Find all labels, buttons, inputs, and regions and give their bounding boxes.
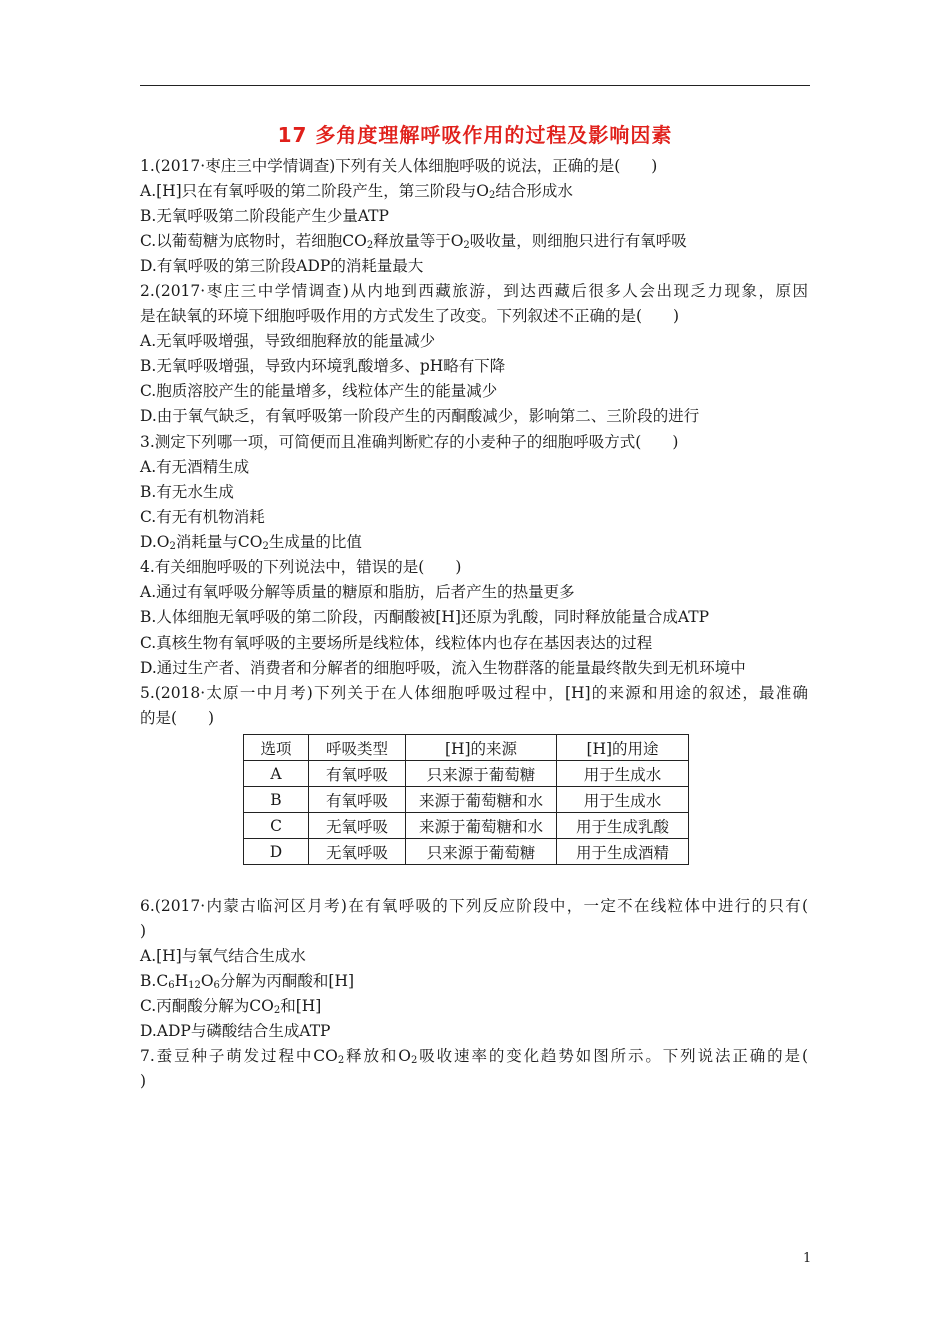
table-header-cell: [H]的用途 [557,735,689,761]
page-title: 17 多角度理解呼吸作用的过程及影响因素 [277,123,673,147]
q3-option-c: C.有无有机物消耗 [140,508,265,526]
table-cell: 用于生成水 [557,787,689,813]
q1-option-d: D.有氧呼吸的第三阶段ADP的消耗量最大 [140,257,424,275]
table-cell: 来源于葡萄糖和水 [406,813,557,839]
table-row [244,787,689,813]
q4-option-c: C.真核生物有氧呼吸的主要场所是线粒体，线粒体内也存在基因表达的过程 [140,634,653,652]
table-cell: 来源于葡萄糖和水 [406,787,557,813]
table-cell: 用于生成乳酸 [557,813,689,839]
q4-option-d: D.通过生产者、消费者和分解者的细胞呼吸，流入生物群落的能量最终散失到无机环境中 [140,659,746,677]
table-cell: 只来源于葡萄糖 [406,839,557,865]
table-cell: D [244,839,309,865]
q6-option-d: D.ADP与磷酸结合生成ATP [140,1022,331,1040]
q4-option-b: B.人体细胞无氧呼吸的第二阶段，丙酮酸被[H]还原为乳酸，同时释放能量合成ATP [140,608,710,626]
q6-option-b: $B.C_6H_{12}O_6$分解为丙酮酸和[H] [140,972,355,991]
q3-stem: 3.测定下列哪一项，可简便而且准确判断贮存的小麦种子的细胞呼吸方式( ) [140,433,679,451]
q2-stem-line1: 2.(2017·枣庄三中学情调查)从内地到西藏旅游，到达西藏后很多人会出现乏力现象，原因 [140,282,808,300]
table-row [244,813,689,839]
table-cell: 无氧呼吸 [309,839,406,865]
q2-stem-line2: 是在缺氧的环境下细胞呼吸作用的方式发生了改变。下列叙述不正确的是( ) [140,307,680,325]
q7-stem-line2: ) [140,1072,147,1090]
q1-option-a: A.[H]只在有氧呼吸的第二阶段产生，第三阶段与$O_2$结合形成水 [140,182,573,201]
header-rule [140,85,810,86]
q2-option-c: C.胞质溶胶产生的能量增多，线粒体产生的能量减少 [140,382,498,400]
q7-stem-line1: 7.蚕豆种子萌发过程中$CO_2$释放和$O_2$吸收速率的变化趋势如图所示。下列说法正确的是( [140,1047,808,1066]
q5-stem-line1: 5.(2018·太原一中月考)下列关于在人体细胞呼吸过程中，[H]的来源和用途的叙述，最准确 [140,684,808,702]
q2-option-b: B.无氧呼吸增强，导致内环境乳酸增多、pH略有下降 [140,357,506,375]
table-cell: 用于生成酒精 [557,839,689,865]
q5-table [243,734,689,865]
table-cell: 有氧呼吸 [309,761,406,787]
q3-option-a: A.有无酒精生成 [140,458,250,476]
q1-option-c: C.以葡萄糖为底物时，若细胞$CO_2$释放量等于$O_2$吸收量，则细胞只进行有氧呼吸 [140,232,687,251]
q6-option-c: C.丙酮酸分解为$CO_2$和[H] [140,997,322,1016]
table-cell: 用于生成水 [557,761,689,787]
table-header-cell: 呼吸类型 [309,735,406,761]
q1-stem: 1.(2017·枣庄三中学情调查)下列有关人体细胞呼吸的说法，正确的是( ) [140,157,658,175]
table-header-cell: 选项 [244,735,309,761]
q5-stem-line2: 的是( ) [140,709,215,727]
q1-option-b: B.无氧呼吸第二阶段能产生少量ATP [140,207,389,225]
q6-stem-line1: 6.(2017·内蒙古临河区月考)在有氧呼吸的下列反应阶段中，一定不在线粒体中进行的只有( [140,897,808,915]
table-row [244,761,689,787]
page-number: 1 [803,1251,812,1266]
table-cell: B [244,787,309,813]
q6-option-a: A.[H]与氧气结合生成水 [140,947,306,965]
table-cell: C [244,813,309,839]
table-cell: 只来源于葡萄糖 [406,761,557,787]
table-header-row [244,735,689,761]
q3-option-b: B.有无水生成 [140,483,234,501]
table-cell: 无氧呼吸 [309,813,406,839]
table-cell: A [244,761,309,787]
table-cell: 有氧呼吸 [309,787,406,813]
q2-option-a: A.无氧呼吸增强，导致细胞释放的能量减少 [140,332,436,350]
table-row [244,839,689,865]
q4-stem: 4.有关细胞呼吸的下列说法中，错误的是( ) [140,558,462,576]
q2-option-d: D.由于氧气缺乏，有氧呼吸第一阶段产生的丙酮酸减少，影响第二、三阶段的进行 [140,407,700,425]
q3-option-d: $D.O_2$消耗量与$CO_2$生成量的比值 [140,533,362,552]
q6-stem-line2: ) [140,922,147,940]
q4-option-a: A.通过有氧呼吸分解等质量的糖原和脂肪，后者产生的热量更多 [140,583,575,601]
table-header-cell: [H]的来源 [406,735,557,761]
